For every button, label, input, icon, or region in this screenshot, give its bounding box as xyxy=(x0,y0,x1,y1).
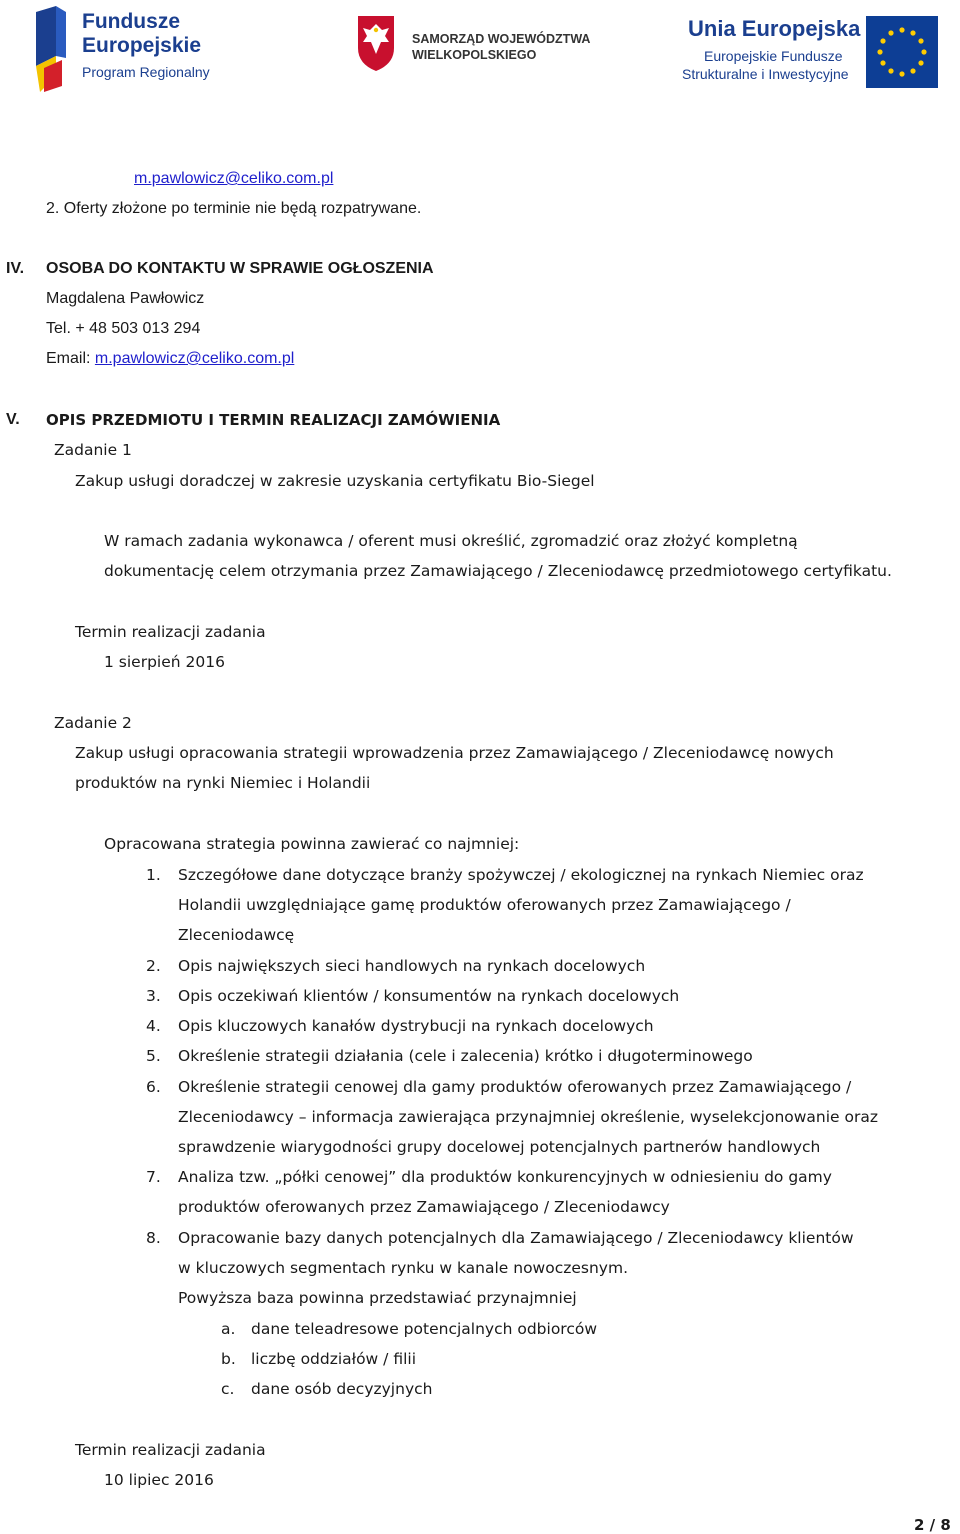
task1-desc-line1 xyxy=(104,532,956,550)
task1-label: Zadanie 1 xyxy=(54,441,132,459)
list-item: sprawdzenie wiarygodności grupy docelowej potencjalnych partnerów handlowych xyxy=(178,1138,821,1156)
list-item-number: 7. xyxy=(146,1168,161,1186)
list-item: produktów oferowanych przez Zamawiającego / Zleceniodawcy xyxy=(178,1198,670,1216)
list-item: w kluczowych segmentach rynku w kanale nowoczesnym. xyxy=(178,1259,629,1277)
task2-label: Zadanie 2 xyxy=(54,714,132,732)
fe-logo-line3: Program Regionalny xyxy=(82,64,210,80)
eagle-shield-icon xyxy=(356,14,396,72)
list-item-number: 3. xyxy=(146,987,161,1005)
fe-logo-line2: Europejskie xyxy=(82,34,202,57)
section-iv-title: OSOBA DO KONTAKTU W SPRAWIE OGŁOSZENIA xyxy=(46,260,434,277)
section-v-numeral: V. xyxy=(6,411,20,428)
contact-name: Magdalena Pawłowicz xyxy=(46,290,205,307)
task1-desc-text: W ramach zadania wykonawca / oferent musi określić, zgromadzić oraz złożyć kompletną xyxy=(104,532,798,550)
task2-title-line2: produktów na rynki Niemiec i Holandii xyxy=(75,774,371,792)
list-item-number: 4. xyxy=(146,1017,161,1035)
fe-logo-line1: Fundusze xyxy=(82,10,180,33)
sub-item: dane teleadresowe potencjalnych odbiorców xyxy=(251,1320,598,1338)
section-v-title: OPIS PRZEDMIOTU I TERMIN REALIZACJI ZAMÓWIENIA xyxy=(46,411,501,429)
list-item: Określenie strategii cenowej dla gamy produktów oferowanych przez Zamawiającego / xyxy=(178,1078,852,1096)
contact-phone: Tel. + 48 503 013 294 xyxy=(46,320,201,337)
samorzad-logo xyxy=(356,14,591,84)
task1-title: Zakup usługi doradczej w zakresie uzyskania certyfikatu Bio-Siegel xyxy=(75,472,595,490)
list-item-number: 2. xyxy=(146,957,161,975)
list-item: Opis oczekiwań klientów / konsumentów na rynkach docelowych xyxy=(178,987,680,1005)
sub-item: liczbę oddziałów / filii xyxy=(251,1350,416,1368)
list-item-number: 6. xyxy=(146,1078,161,1096)
fundusze-europejskie-logo xyxy=(34,6,214,92)
list-item-number: 5. xyxy=(146,1047,161,1065)
sub-item-letter: c. xyxy=(221,1380,235,1398)
list-item: Zleceniodawcę xyxy=(178,926,295,944)
task1-desc-line2: dokumentację celem otrzymania przez Zamawiającego / Zleceniodawcę przedmiotowego certyfikatu. xyxy=(104,562,892,580)
task2-deadline: 10 lipiec 2016 xyxy=(104,1471,214,1489)
eu-flag-icon xyxy=(866,16,938,88)
sub-item-letter: a. xyxy=(221,1320,236,1338)
list-item: Opracowanie bazy danych potencjalnych dla Zamawiającego / Zleceniodawcy klientów xyxy=(178,1229,854,1247)
list-item: Holandii uwzględniające gamę produktów oferowanych przez Zamawiającego / xyxy=(178,896,791,914)
list-item: Zleceniodawcy – informacja zawierająca przynajmniej określenie, wyselekcjonowanie oraz xyxy=(178,1108,879,1126)
ue-logo-line1: Unia Europejska xyxy=(688,16,861,41)
contact-email-link[interactable]: m.pawlowicz@celiko.com.pl xyxy=(94,350,295,367)
contact-email-label: Email: xyxy=(46,350,95,367)
list-item-number: 1. xyxy=(146,866,161,884)
task2-deadline-label: Termin realizacji zadania xyxy=(75,1441,266,1459)
list-item: Powyższa baza powinna przedstawiać przynajmniej xyxy=(178,1289,577,1307)
list-item: Opis największych sieci handlowych na rynkach docelowych xyxy=(178,957,646,975)
page-number: 2 / 8 xyxy=(914,1516,951,1534)
intro-email-link[interactable]: m.pawlowicz@celiko.com.pl xyxy=(134,170,334,187)
sw-logo-line2: WIELKOPOLSKIEGO xyxy=(412,48,537,62)
list-item: Określenie strategii działania (cele i zalecenia) krótko i długoterminowego xyxy=(178,1047,753,1065)
section-iv-numeral: IV. xyxy=(6,260,25,277)
task1-deadline: 1 sierpień 2016 xyxy=(104,653,225,671)
list-item-number: 8. xyxy=(146,1229,161,1247)
task2-intro: Opracowana strategia powinna zawierać co najmniej: xyxy=(104,835,520,853)
list-item: Opis kluczowych kanałów dystrybucji na rynkach docelowych xyxy=(178,1017,654,1035)
list-item: Analiza tzw. „półki cenowej” dla produktów konkurencyjnych w odniesieniu do gamy xyxy=(178,1168,832,1186)
task1-deadline-label: Termin realizacji zadania xyxy=(75,623,266,641)
sub-item: dane osób decyzyjnych xyxy=(251,1380,433,1398)
sw-logo-line1: SAMORZĄD WOJEWÓDZTWA xyxy=(412,32,591,46)
list-item: Szczegółowe dane dotyczące branży spożywczej / ekologicznej na rynkach Niemiec oraz xyxy=(178,866,864,884)
sub-item-letter: b. xyxy=(221,1350,236,1368)
unia-europejska-logo xyxy=(684,14,938,90)
ue-logo-line2: Europejskie Fundusze xyxy=(704,48,843,64)
task2-title-line1: Zakup usługi opracowania strategii wprowadzenia przez Zamawiającego / Zleceniodawcę nowych xyxy=(75,744,834,762)
ue-logo-line3: Strukturalne i Inwestycyjne xyxy=(682,66,849,82)
offers-note: 2. Oferty złożone po terminie nie będą rozpatrywane. xyxy=(46,200,422,217)
contact-email xyxy=(46,350,294,368)
